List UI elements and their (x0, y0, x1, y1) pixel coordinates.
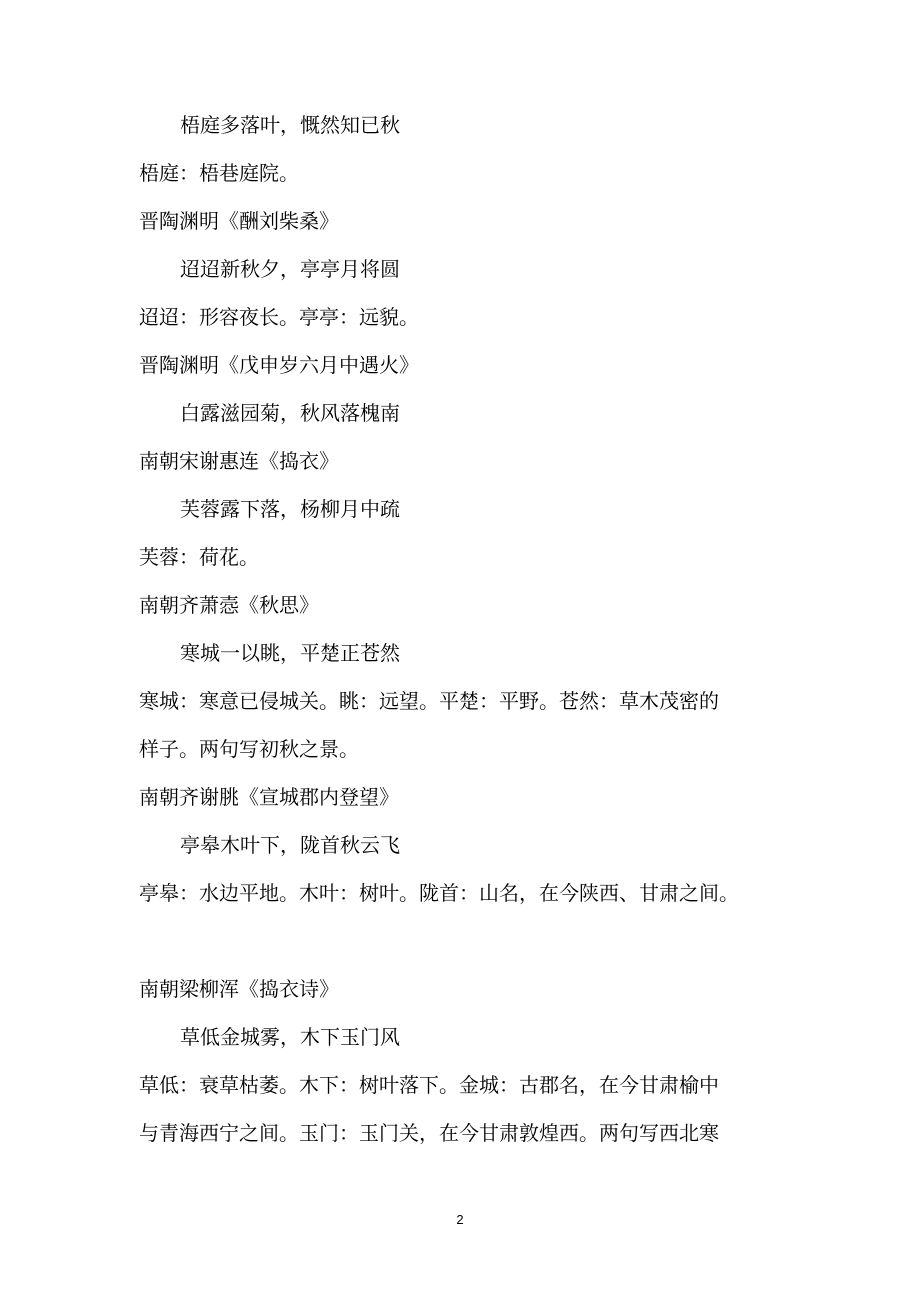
annotation-line: 亭皋：水边平地。木叶：树叶。陇首：山名，在今陕西、甘肃之间。 (139, 881, 739, 905)
annotation-line: 样子。两句写初秋之景。 (139, 737, 359, 761)
source-line: 晋陶渊明《酬刘柴桑》 (139, 209, 339, 233)
poem-line: 梧庭多落叶，慨然知已秋 (180, 113, 400, 137)
blank-line (139, 929, 799, 953)
annotation-line: 芙蓉：荷花。 (139, 545, 259, 569)
source-line: 南朝齐谢朓《宣城郡内登望》 (139, 785, 399, 809)
poem-line: 寒城一以眺，平楚正苍然 (180, 641, 400, 665)
source-line: 南朝宋谢惠连《捣衣》 (139, 449, 339, 473)
annotation-line: 梧庭：梧巷庭院。 (139, 161, 299, 185)
source-line: 晋陶渊明《戊申岁六月中遇火》 (139, 353, 419, 377)
annotation-line: 与青海西宁之间。玉门：玉门关，在今甘肃敦煌西。两句写西北寒 (139, 1121, 719, 1145)
annotation-line: 寒城：寒意已侵城关。眺：远望。平楚：平野。苍然：草木茂密的 (139, 689, 719, 713)
poem-line: 草低金城雾，木下玉门风 (180, 1025, 400, 1049)
poem-line: 迢迢新秋夕，亭亭月将圆 (180, 257, 400, 281)
poem-line: 芙蓉露下落，杨柳月中疏 (180, 497, 400, 521)
annotation-line: 草低：衰草枯萎。木下：树叶落下。金城：古郡名，在今甘肃榆中 (139, 1073, 719, 1097)
page-number: 2 (456, 1212, 464, 1227)
annotation-line: 迢迢：形容夜长。亭亭：远貌。 (139, 305, 419, 329)
page-body (139, 113, 799, 1169)
source-line: 南朝梁柳浑《捣衣诗》 (139, 977, 339, 1001)
poem-line: 白露滋园菊，秋风落槐南 (180, 401, 400, 425)
poem-line: 亭皋木叶下，陇首秋云飞 (180, 833, 400, 857)
source-line: 南朝齐萧悫《秋思》 (139, 593, 319, 617)
